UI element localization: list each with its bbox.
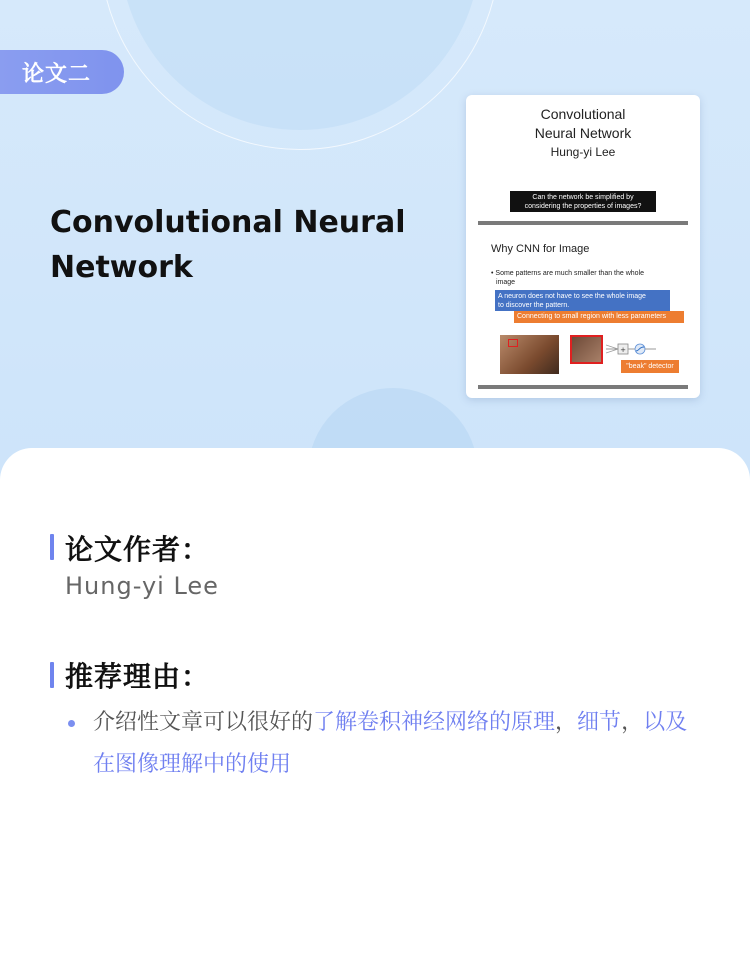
slide-divider-2 [478,385,688,389]
slide2-bullet-line-2: image [496,279,516,286]
slide1-title-line-1: Convolutional [540,106,626,122]
beak-detector-label: "beak" detector [621,360,679,373]
slide-divider-1 [478,221,688,225]
reason-highlight-3: 以及在图像理解中的使用 [93,710,688,777]
slide1-question-box [510,191,656,212]
reason-section-heading: 推荐理由： [65,660,211,693]
paper-thumbnail [466,95,700,398]
slide2-orange-callout: Connecting to small region with less parameters [514,311,684,323]
beak-region-marker [508,339,518,347]
neuron-diagram [606,341,656,357]
paper-title-line-1: Convolutional Neural [50,205,406,240]
slide2-bullet [491,269,681,287]
neuron-sum-label: + [620,346,626,354]
bird-photo [500,335,559,374]
reason-plain-1: 介绍性文章可以很好的 [93,710,314,735]
slide1-question-line-2: considering the properties of images? [524,203,642,210]
reason-section-bar [50,662,54,688]
author-section-heading: 论文作者： [65,533,211,566]
reason-highlight-2: 细节 [577,710,622,735]
slide1-title [466,105,700,143]
slide2-blue-callout [495,290,670,311]
slide1-question-line-1: Can the network be simplified by [532,194,634,201]
decorative-ring-top [100,0,500,150]
slide2-blue-line-2: to discover the pattern. [498,302,570,309]
slide1-title-line-2: Neural Network [534,125,632,141]
paper-title-line-2: Network [50,250,193,285]
author-section-bar [50,534,54,560]
paper-index-tag [0,50,124,94]
author-name: Hung-yi Lee [65,572,219,600]
reason-text [93,702,693,786]
slide2-blue-line-1: A neuron does not have to see the whole image [498,293,646,300]
beak-crop-image [570,335,603,364]
paper-index-label: 论文二 [22,61,92,87]
slide1-author: Hung-yi Lee [550,145,616,159]
reason-highlight-1: 了解卷积神经网络的原理 [313,710,556,735]
reason-plain-2: ， [555,710,578,735]
slide2-bullet-line-1: • Some patterns are much smaller than the whole [491,270,645,277]
slide2-title: Why CNN for Image [491,243,590,255]
reason-plain-3: ， [621,710,644,735]
reason-bullet-dot [68,720,75,727]
paper-title [50,200,430,290]
